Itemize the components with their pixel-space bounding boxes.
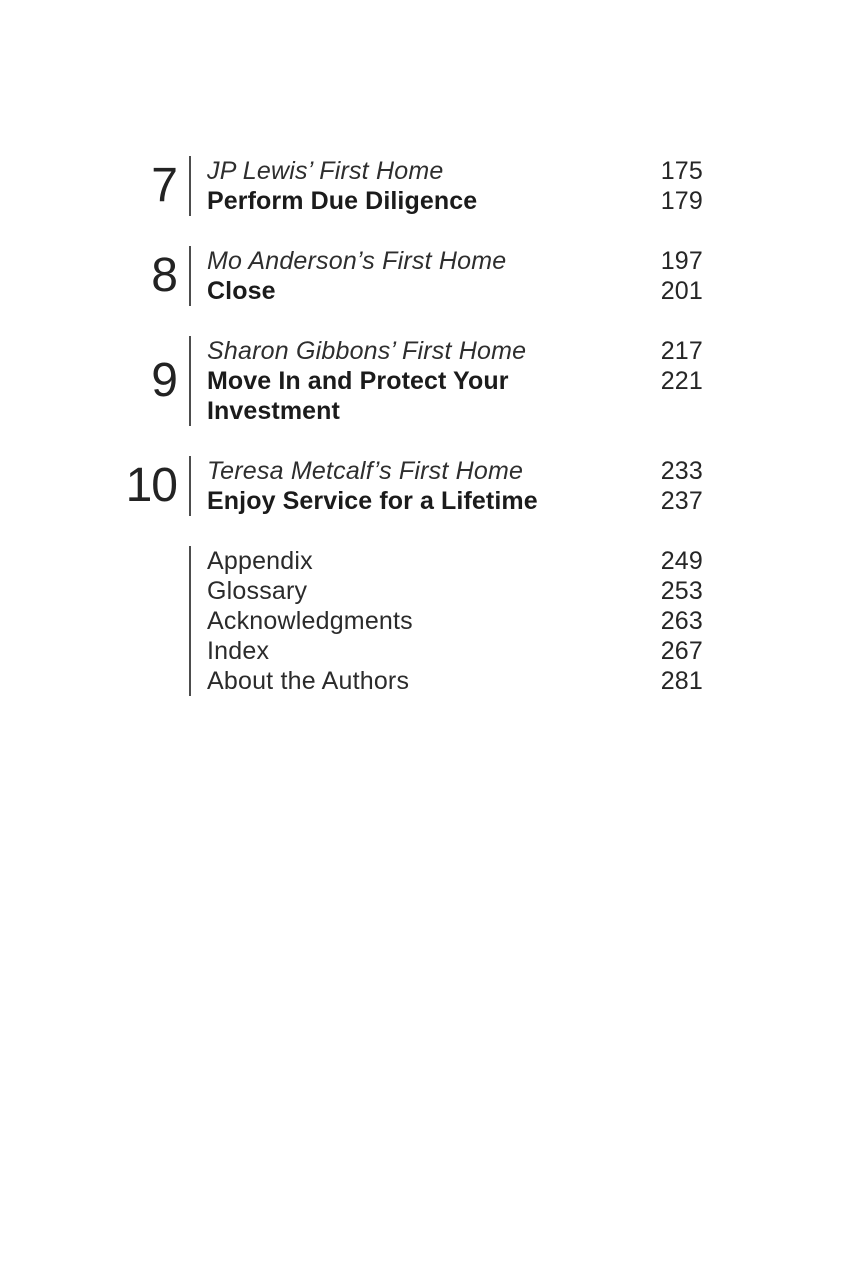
chapter-subtitle: Teresa Metcalf’s First Home [207,457,524,485]
chapter-subtitle: JP Lewis’ First Home [207,157,444,185]
back-matter-label: Appendix [207,547,313,575]
back-matter-section [125,546,703,696]
chapter-divider-rule [189,246,191,306]
back-matter-page-number: 253 [660,577,703,605]
chapter-number: 10 [125,459,177,512]
subtitle-page-number: 197 [660,247,703,275]
chapter-title: Move In and Protect Your Investment [207,367,509,425]
chapter-entry-9 [125,336,703,426]
title-page-number: 179 [660,187,703,215]
back-matter-label: Acknowledgments [207,607,413,635]
back-matter-page-number: 263 [660,607,703,635]
back-matter-label: About the Authors [207,667,410,695]
back-matter-divider-rule [189,546,191,696]
chapter-divider-rule [189,336,191,426]
back-matter-row [207,576,703,606]
chapter-number: 7 [151,159,177,212]
back-matter-row [207,666,703,696]
chapter-divider-rule [189,156,191,216]
chapter-subtitle: Mo Anderson’s First Home [207,247,507,275]
title-page-number: 221 [660,367,703,395]
chapter-entry-8 [125,246,703,306]
chapter-number: 8 [151,249,177,302]
chapter-title: Close [207,277,276,305]
chapter-divider-rule [189,456,191,516]
title-page-number: 237 [660,487,703,515]
chapter-title: Perform Due Diligence [207,187,478,215]
back-matter-label: Glossary [207,577,308,605]
back-matter-page-number: 249 [660,547,703,575]
title-page-number: 201 [660,277,703,305]
back-matter-spacer [125,546,177,696]
back-matter-row [207,636,703,666]
back-matter-page-number: 267 [660,637,703,665]
chapter-subtitle: Sharon Gibbons’ First Home [207,337,527,365]
chapter-entry-7 [125,156,703,216]
table-of-contents [125,156,703,696]
chapter-title: Enjoy Service for a Lifetime [207,487,538,515]
subtitle-page-number: 233 [660,457,703,485]
back-matter-row [207,546,703,576]
subtitle-page-number: 175 [660,157,703,185]
chapter-number: 9 [151,354,177,407]
subtitle-page-number: 217 [660,337,703,365]
back-matter-row [207,606,703,636]
chapter-entry-10 [125,456,703,516]
back-matter-page-number: 281 [660,667,703,695]
back-matter-label: Index [207,637,270,665]
